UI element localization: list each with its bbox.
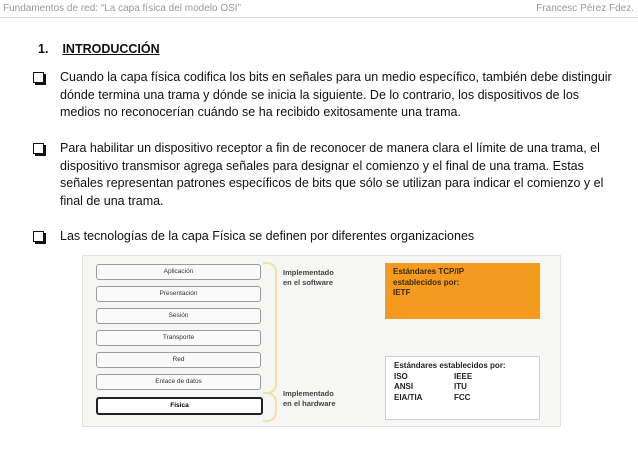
layer-red: Red (96, 352, 261, 368)
bullet-text: Cuando la capa física codifica los bits en señales para un medio específico, también debe distinguir dónde termina una trama y dónde se inicia la siguiente. De lo contrario, los dispositivos de los medios no reconocerían cuándo se ha recibido exitosamente una trama. (60, 70, 612, 120)
tcpip-subtitle: establecidos por: (393, 277, 460, 287)
hardware-standards-box (385, 356, 540, 420)
hw-standards-grid (394, 372, 531, 404)
layer-presentacion: Presentación (96, 286, 261, 302)
checkbox-bullet-icon (33, 143, 44, 154)
layer-transporte: Transporte (96, 330, 261, 346)
bullet-text: Las tecnologías de la capa Física se definen por diferentes organizaciones (60, 229, 475, 243)
hardware-brace (263, 392, 277, 422)
header-author: Francesc Pérez Fdez. (536, 3, 634, 14)
section-number: 1. (38, 42, 49, 56)
layer-fisica: Física (96, 397, 263, 415)
tcpip-title: Estándares TCP/IP (393, 267, 465, 276)
osi-layers-diagram (82, 255, 561, 427)
org-eia-tia: EIA/TIA (394, 392, 423, 402)
software-brace (263, 262, 277, 394)
hardware-label-line1: Implementado (283, 389, 334, 398)
checkbox-bullet-icon (33, 72, 44, 83)
software-label-line1: Implementado (283, 268, 334, 277)
hardware-label-line2: en el hardware (283, 399, 336, 408)
layer-sesion: Sesión (96, 308, 261, 324)
org-ieee: IEEE (454, 371, 473, 381)
org-itu: ITU (454, 382, 467, 391)
org-iso: ISO (394, 371, 408, 381)
checkbox-bullet-icon (33, 231, 44, 242)
hardware-label (283, 389, 336, 409)
bullet-text: Para habilitar un dispositivo receptor a fin de reconocer de manera clara el límite de una trama, el dispositivo transmisor agrega señales para designar el comienzo y el final de una trama. Estas señales representan patrones específicos de bits que sólo se utilizan para indicar el comienzo y el final de una trama. (60, 141, 604, 208)
org-ansi: ANSI (394, 382, 414, 391)
section-heading (38, 42, 160, 56)
hw-standards-title: Estándares establecidos por: (394, 361, 506, 370)
header-left-title: Fundamentos de red: “La capa física del modelo OSI” (3, 3, 241, 14)
layer-aplicacion: Aplicación (96, 264, 261, 280)
tcpip-standards-box (385, 263, 540, 319)
tcpip-org: IETF (393, 288, 411, 297)
org-fcc: FCC (454, 392, 471, 402)
header-divider (0, 17, 638, 18)
section-title: INTRODUCCIÓN (62, 42, 160, 56)
software-label (283, 268, 334, 288)
software-label-line2: en el software (283, 278, 334, 287)
layer-enlace-datos: Enlace de datos (96, 374, 261, 390)
